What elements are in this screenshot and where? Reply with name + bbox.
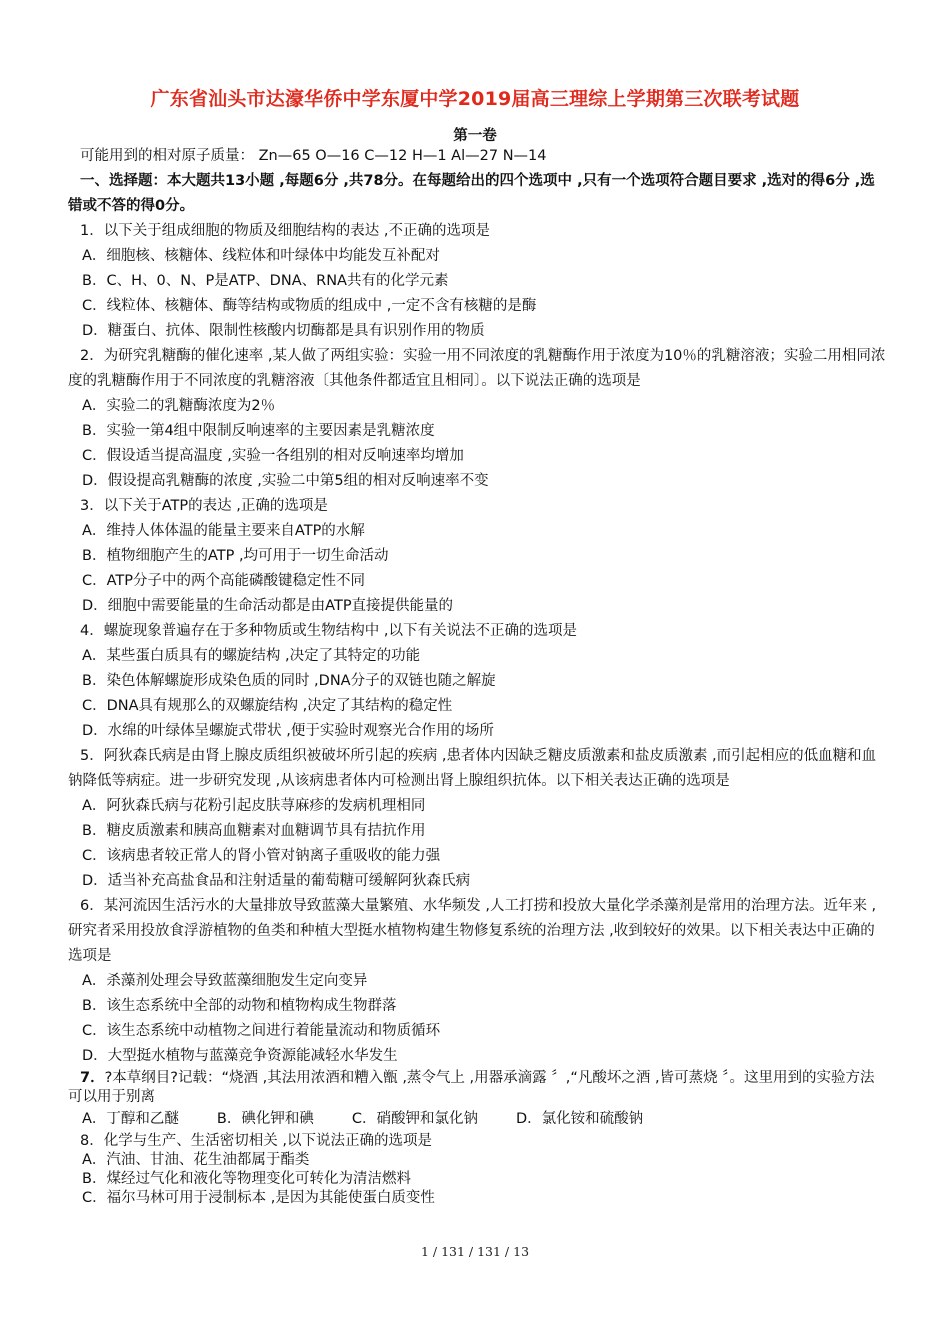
question-stem	[68, 1069, 888, 1107]
answer-option: B．该生态系统中全部的动物和植物构成生物群落	[82, 998, 397, 1014]
answer-option: B．煤经过气化和液化等物理变化可转化为清洁燃料	[82, 1171, 411, 1187]
exam-content	[68, 144, 888, 1208]
answer-option: D．假设提高乳糖酶的浓度 ,实验二中第5组的相对反响速率不变	[82, 473, 489, 489]
answer-option: C．假设适当提高温度 ,实验一各组别的相对反响速率均增加	[82, 448, 464, 464]
answer-option: C．ATP分子中的两个高能磷酸键稳定性不同	[82, 573, 366, 589]
answer-option: D．糖蛋白、抗体、限制性核酸内切酶都是具有识别作用的物质	[82, 323, 485, 339]
answer-option: D．细胞中需要能量的生命活动都是由ATP直接提供能量的	[82, 598, 454, 614]
answer-option: A．丁醇和乙醚	[82, 1111, 179, 1127]
question-stem: 1．以下关于组成细胞的物质及细胞结构的表达 ,不正确的选项是	[80, 223, 490, 239]
question-stem: 4．螺旋现象普遍存在于多种物质或生物结构中 ,以下有关说法不正确的选项是	[80, 623, 577, 639]
question-stem: 2．为研究乳糖酶的催化速率 ,某人做了两组实验：实验一用不同浓度的乳糖酶作用于浓度为10％的乳糖溶液；实验二用相同浓度的乳糖酶作用于不同浓度的乳糖溶液〔其他条件都适宜且相同〕。以下说法正确的选项是	[68, 348, 886, 389]
answer-option: B．C、H、0、N、P是ATP、DNA、RNA共有的化学元素	[82, 273, 449, 289]
answer-option: C．福尔马林可用于浸制标本 ,是因为其能使蛋白质变性	[82, 1190, 435, 1206]
answer-option: D．水绵的叶绿体呈螺旋式带状 ,便于实验时观察光合作用的场所	[82, 723, 494, 739]
page-footer: 1 / 131 / 131 / 13	[420, 1244, 530, 1259]
answer-option: C．硝酸钾和氯化钠	[351, 1111, 478, 1127]
question-number: 7．	[80, 1070, 105, 1086]
answer-option: A．细胞核、核糖体、线粒体和叶绿体中均能发互补配对	[82, 248, 440, 264]
answer-option: A．汽油、甘油、花生油都属于酯类	[82, 1152, 310, 1168]
answer-option: B．染色体解螺旋形成染色质的同时 ,DNA分子的双链也随之解旋	[82, 673, 496, 689]
answer-option: B．糖皮质激素和胰高血糖素对血糖调节具有拮抗作用	[82, 823, 426, 839]
question-stem: 3．以下关于ATP的表达 ,正确的选项是	[80, 498, 328, 514]
answer-option: D．大型挺水植物与蓝藻竞争资源能减轻水华发生	[82, 1048, 398, 1064]
page-title: 广东省汕头市达濠华侨中学东厦中学2019届高三理综上学期第三次联考试题	[150, 88, 800, 110]
answer-option: A．杀藻剂处理会导致蓝藻细胞发生定向变异	[82, 973, 368, 989]
option-row	[68, 1107, 888, 1132]
instructions: 一、选择题：本大题共13小题 ,每题6分 ,共78分。在每题给出的四个选项中 ,只有一个选项符合题目要求 ,选对的得6分 ,选错或不答的得0分。	[68, 173, 875, 214]
answer-option: A．实验二的乳糖酶浓度为2％	[82, 398, 276, 414]
answer-option: C．该病患者较正常人的肾小管对钠离子重吸收的能力强	[82, 848, 441, 864]
question-stem: 6．某河流因生活污水的大量排放导致蓝藻大量繁殖、水华频发 ,人工打捞和投放大量化学杀藻剂是常用的治理方法。近年来 ,研究者采用投放食浮游植物的鱼类和种植大型挺水植物构建生物修复系统的治理方法 ,收到较好的效果。以下相关表达中正确的选项是	[68, 898, 877, 964]
answer-option: C．该生态系统中动植物之间进行着能量流动和物质循环	[82, 1023, 441, 1039]
answer-option: B．实验一第4组中限制反响速率的主要因素是乳糖浓度	[82, 423, 435, 439]
question-stem: 5．阿狄森氏病是由肾上腺皮质组织被破坏所引起的疾病 ,患者体内因缺乏糖皮质激素和盐皮质激素 ,而引起相应的低血糖和血钠降低等病症。进一步研究发现 ,从该病患者体内可检测出肾上腺组织抗体。以下相关表达正确的选项是	[68, 748, 877, 789]
answer-option: C．DNA具有规那么的双螺旋结构 ,决定了其结构的稳定性	[82, 698, 453, 714]
answer-option: A．维持人体体温的能量主要来自ATP的水解	[82, 523, 365, 539]
answer-option: D．适当补充高盐食品和注射适量的葡萄糖可缓解阿狄森氏病	[82, 873, 471, 889]
answer-option: C．线粒体、核糖体、酶等结构或物质的组成中 ,一定不含有核糖的是酶	[82, 298, 537, 314]
answer-option: D．氯化铵和硫酸钠	[516, 1111, 644, 1127]
answer-option: A．阿狄森氏病与花粉引起皮肤荨麻疹的发病机理相同	[82, 798, 426, 814]
section-heading: 第一卷	[453, 128, 497, 144]
answer-option: B．植物细胞产生的ATP ,均可用于一切生命活动	[82, 548, 389, 564]
question-text: ?本草纲目?记载：“烧酒 ,其法用浓酒和糟入甑 ,蒸令气上 ,用器承滴露 〞,“凡酸坏之酒 ,皆可蒸烧 〞。这里用到的实验方法可以用于别离	[68, 1070, 875, 1105]
answer-option: B．碘化钾和碘	[216, 1111, 314, 1127]
question-stem: 8．化学与生产、生活密切相关 ,以下说法正确的选项是	[80, 1133, 432, 1149]
atomic-masses: 可能用到的相对原子质量： Zn—65 O—16 C—12 H—1 Al—27 N—14	[80, 148, 547, 164]
answer-option: A．某些蛋白质具有的螺旋结构 ,决定了其特定的功能	[82, 648, 421, 664]
